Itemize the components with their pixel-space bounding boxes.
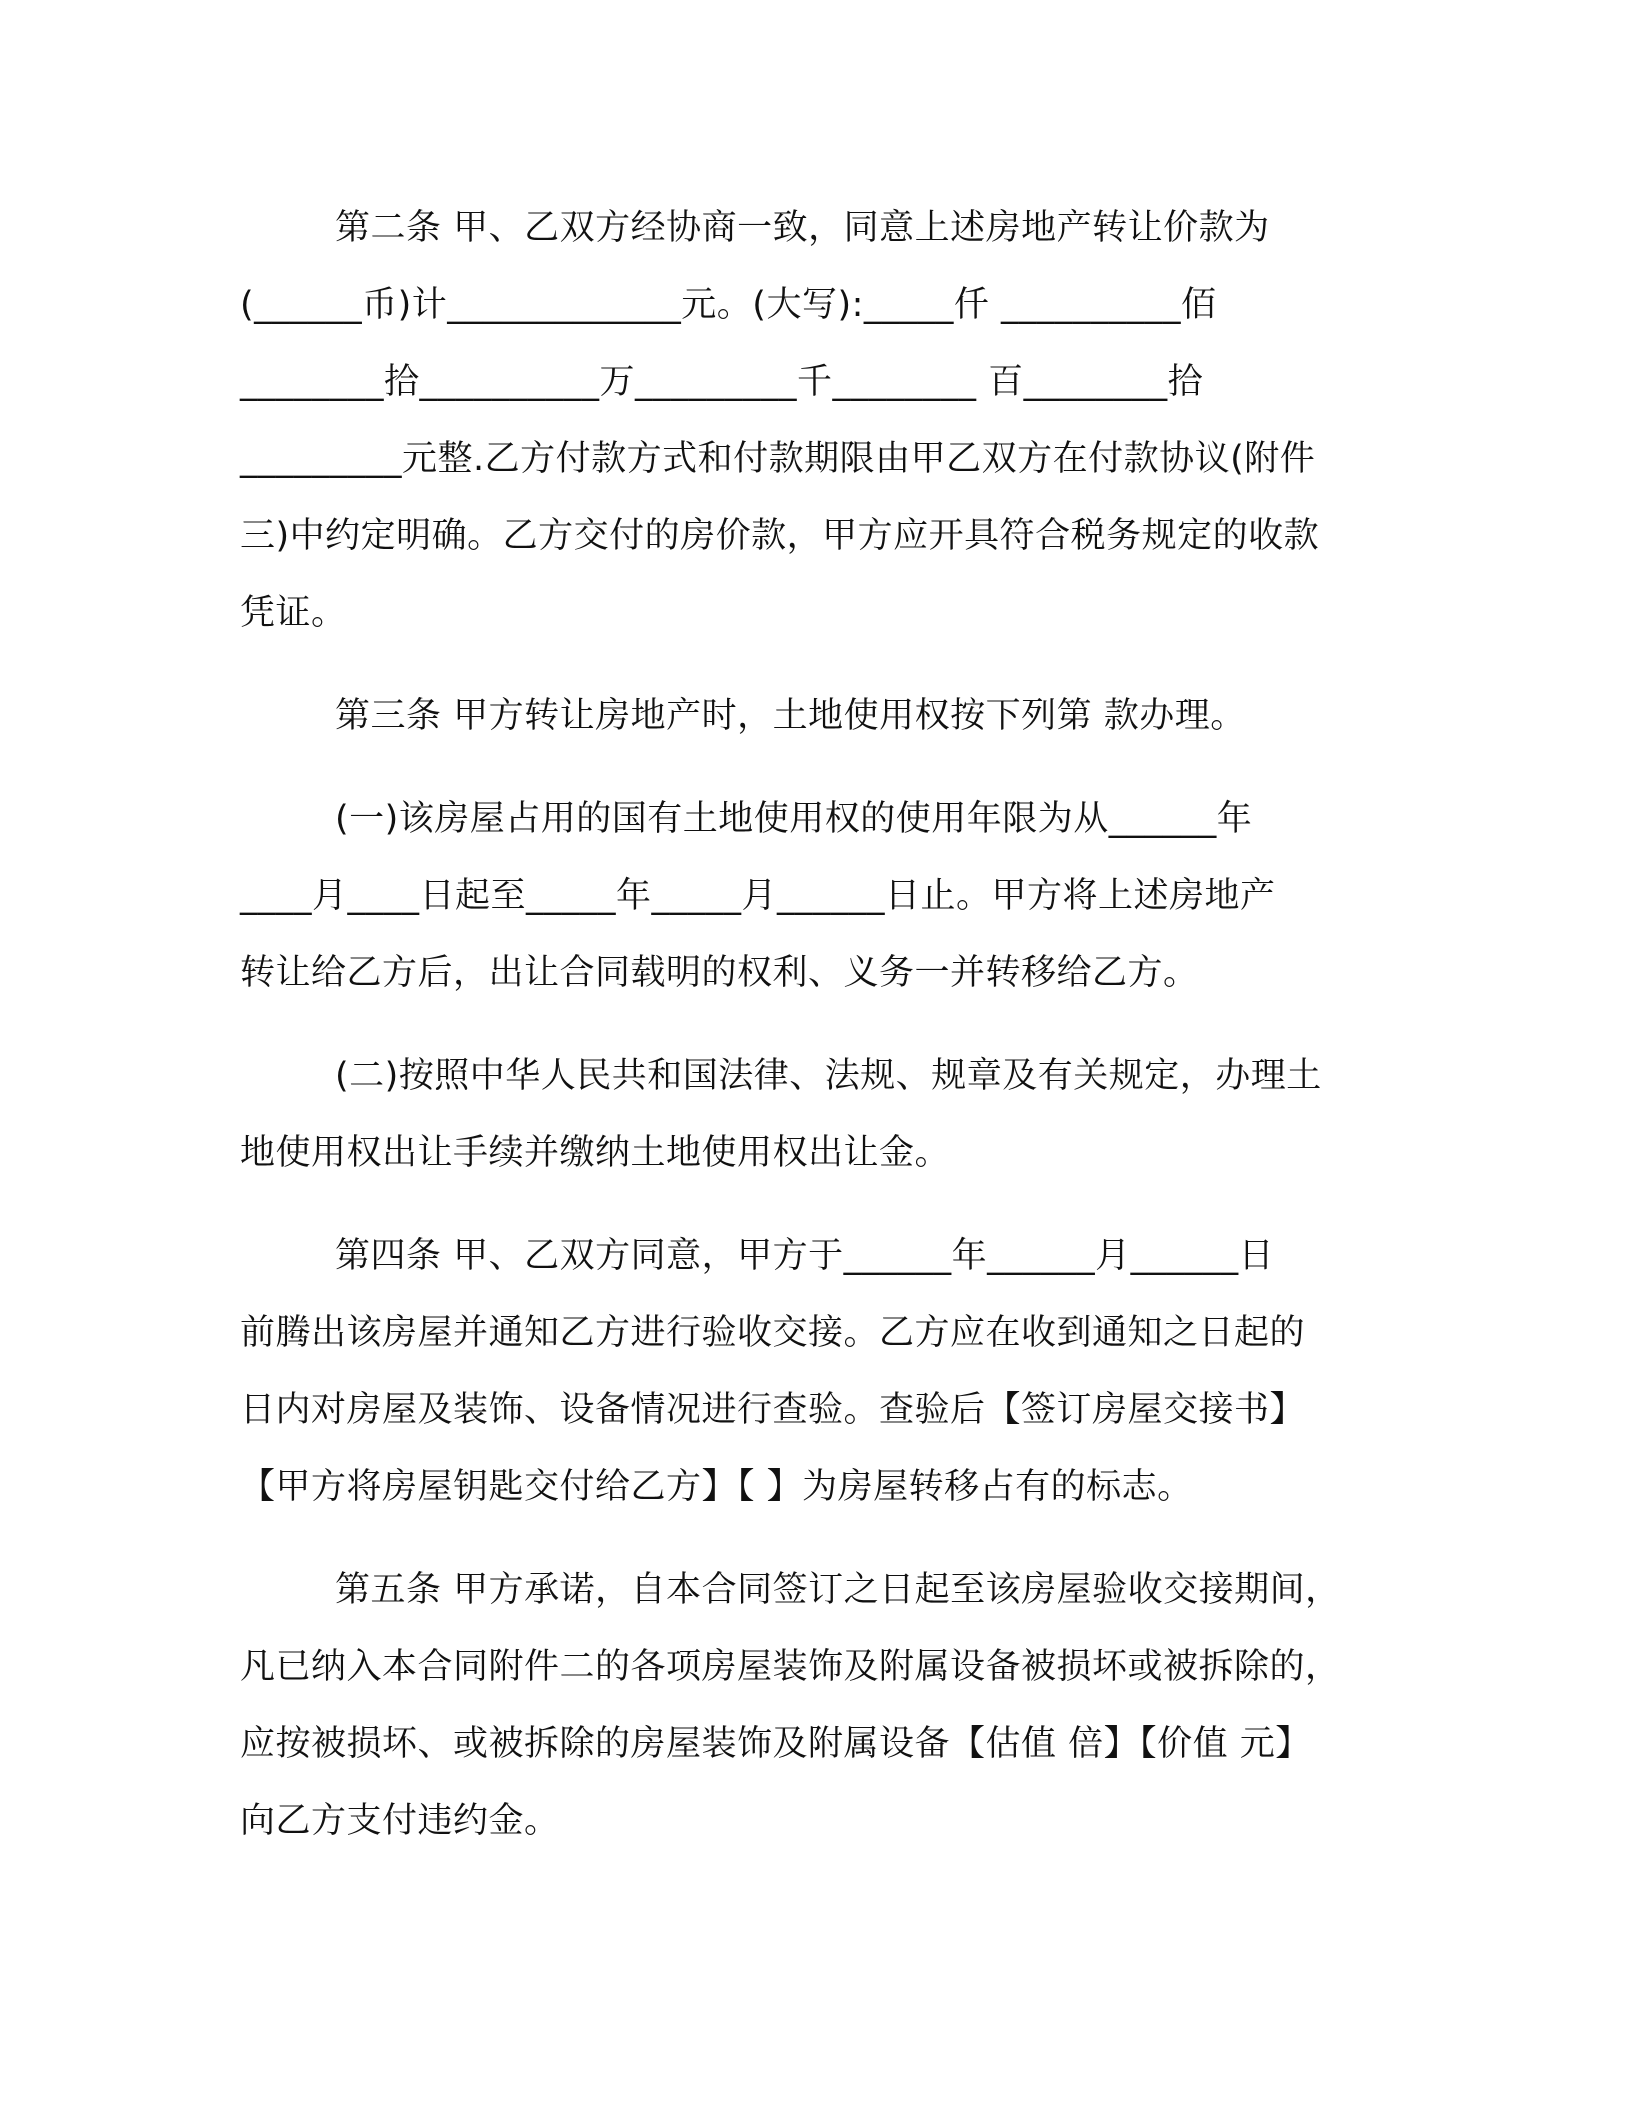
paragraph-line: 第五条 甲方承诺，自本合同签订之日起至该房屋验收交接期间， [335,1570,1341,1610]
paragraph-line: 第二条 甲、乙双方经协商一致，同意上述房地产转让价款为 [335,208,1270,248]
paragraph-line: ____月____日起至_____年_____月______日止。甲方将上述房地产 [240,876,1276,916]
paragraph-line: 【甲方将房屋钥匙交付给乙方】【 】为房屋转移占有的标志。 [240,1467,1193,1507]
paragraph-gap [240,652,1380,678]
paragraph-line: 地使用权出让手续并缴纳土地使用权出让金。 [240,1133,951,1173]
paragraph-line: 第三条 甲方转让房地产时，土地使用权按下列第 款办理。 [335,696,1246,736]
paragraph-line: (______币)计_____________元。(大写):_____仟 __________佰 [240,285,1217,325]
clause-1-paragraph [240,781,1380,1012]
clause-2-paragraph [240,1038,1380,1192]
paragraph-line: 第四条 甲、乙双方同意，甲方于______年______月______日 [335,1236,1275,1276]
paragraph-line: (一)该房屋占用的国有土地使用权的使用年限为从______年 [335,799,1253,839]
paragraph-line: 应按被损坏、或被拆除的房屋装饰及附属设备【估值 倍】【价值 元】 [240,1724,1311,1764]
paragraph-line: _________元整.乙方付款方式和付款期限由甲乙双方在付款协议(附件 [240,439,1316,479]
paragraph-line: 转让给乙方后，出让合同载明的权利、义务一并转移给乙方。 [240,953,1199,993]
paragraph-line: 日内对房屋及装饰、设备情况进行查验。查验后【签订房屋交接书】 [240,1390,1306,1430]
paragraph-line: (二)按照中华人民共和国法律、法规、规章及有关规定，办理土 [335,1056,1322,1096]
article-2-paragraph [240,190,1380,652]
paragraph-gap [240,1526,1380,1552]
article-4-paragraph [240,1218,1380,1526]
paragraph-line: 三)中约定明确。乙方交付的房价款，甲方应开具符合税务规定的收款 [240,516,1320,556]
article-3-paragraph [240,678,1380,755]
paragraph-line: 前腾出该房屋并通知乙方进行验收交接。乙方应在收到通知之日起的 [240,1313,1306,1353]
paragraph-gap [240,755,1380,781]
paragraph-gap [240,1012,1380,1038]
paragraph-line: 凭证。 [240,593,347,633]
paragraph-gap [240,1192,1380,1218]
article-5-paragraph [240,1552,1380,1860]
contract-text [240,190,1380,1860]
paragraph-line: ________拾__________万_________千________ 百________拾 [240,362,1204,402]
paragraph-line: 向乙方支付违约金。 [240,1801,560,1841]
paragraph-line: 凡已纳入本合同附件二的各项房屋装饰及附属设备被损坏或被拆除的， [240,1647,1341,1687]
